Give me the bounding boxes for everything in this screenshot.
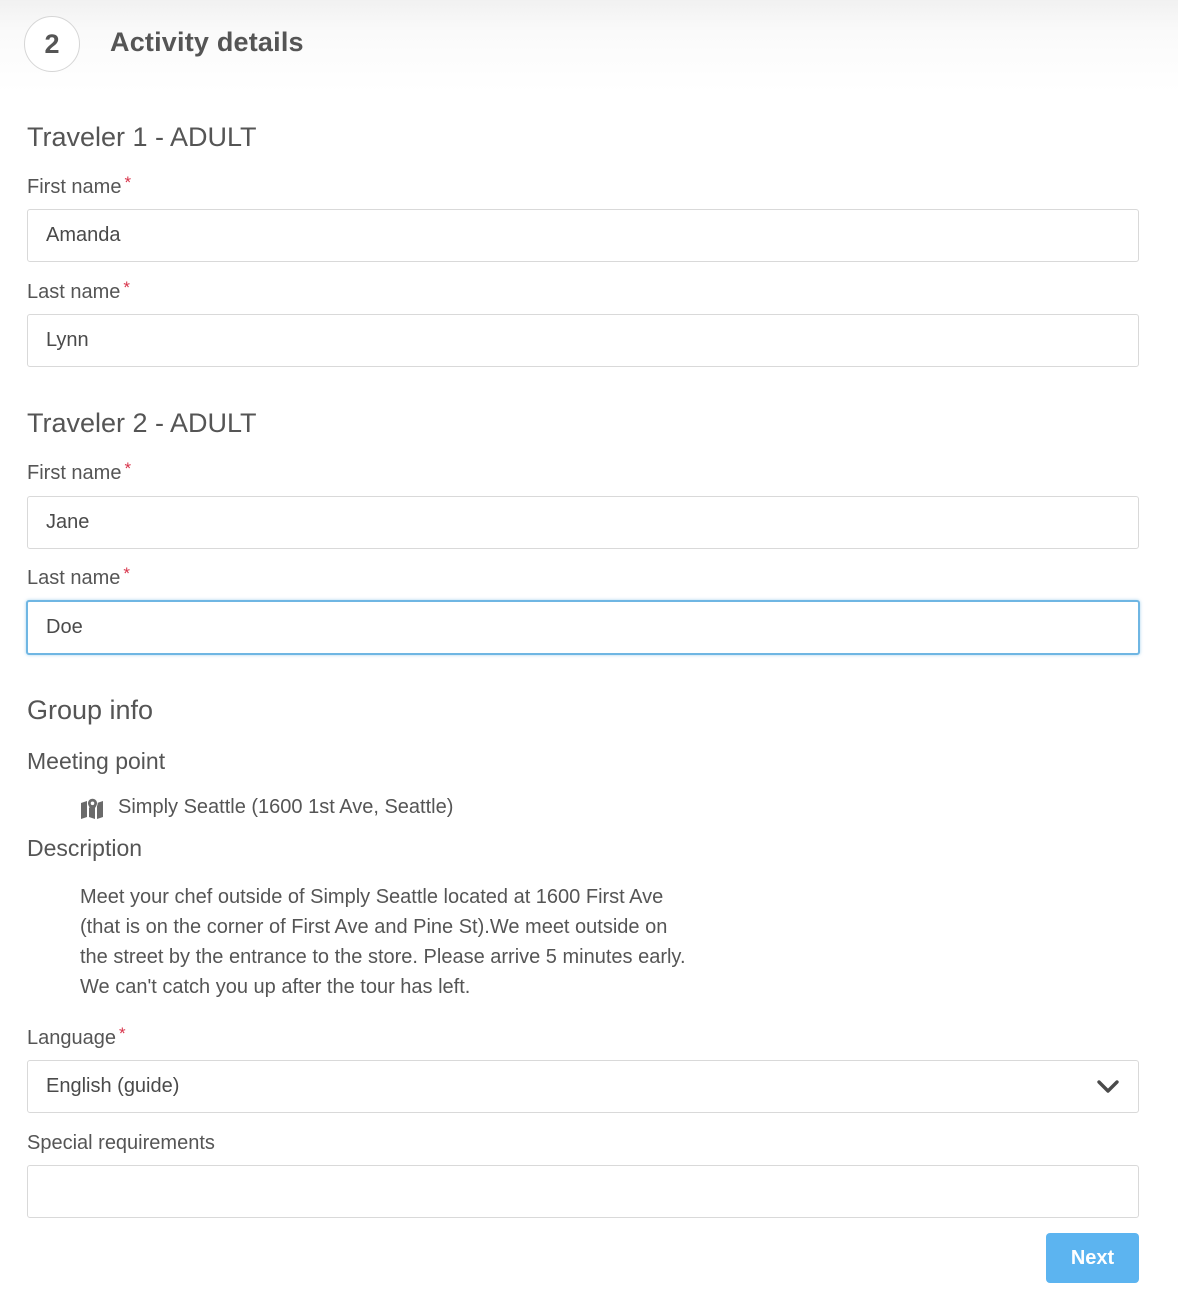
traveler-1-last-name-label (27, 278, 131, 304)
language-label (27, 1024, 126, 1050)
required-marker: * (123, 564, 131, 583)
traveler-2-heading: Traveler 2 - ADULT (27, 408, 257, 438)
meeting-point-label: Meeting point (27, 748, 166, 774)
field-label-text: First name (27, 462, 122, 484)
group-info-heading: Group info (27, 695, 154, 725)
description-label: Description (27, 835, 143, 861)
field-label-text: First name (27, 176, 122, 198)
meeting-point (80, 796, 453, 819)
description-text: Meet your chef outside of Simply Seattle located at 1600 First Ave (that is on the corner of First Ave and Pine St).We meet outside on the street by the entrance to the store. Please arrive 5 minutes early. We can't catch you up after the tour has left. (80, 886, 686, 998)
traveler-2-first-name-input[interactable] (27, 496, 1139, 549)
field-label-text: Last name (27, 281, 121, 303)
next-button[interactable]: Next (1046, 1233, 1139, 1283)
meeting-point-value: Simply Seattle (1600 1st Ave, Seattle) (118, 796, 454, 818)
chevron-down-icon (1096, 1077, 1120, 1097)
required-marker: * (123, 278, 131, 297)
step-title: Activity details (110, 27, 304, 57)
traveler-1-first-name-input[interactable] (27, 209, 1139, 262)
traveler-2-last-name-label (27, 564, 131, 590)
special-requirements-input[interactable] (27, 1165, 1139, 1218)
traveler-1-last-name-input[interactable] (27, 314, 1139, 367)
step-header (0, 0, 1178, 92)
step-number-badge: 2 (24, 16, 80, 72)
required-marker: * (124, 173, 132, 192)
field-label-text: Language (27, 1027, 116, 1049)
traveler-2-first-name-label (27, 459, 132, 485)
traveler-1-first-name-label (27, 173, 132, 199)
language-select[interactable] (27, 1060, 1139, 1113)
special-requirements-label: Special requirements (27, 1132, 215, 1154)
language-selected-value: English (guide) (46, 1075, 180, 1097)
traveler-1-heading: Traveler 1 - ADULT (27, 122, 257, 152)
traveler-2-last-name-input[interactable] (26, 600, 1140, 655)
field-label-text: Last name (27, 567, 121, 589)
map-icon (80, 797, 105, 819)
required-marker: * (118, 1024, 126, 1043)
required-marker: * (124, 459, 132, 478)
